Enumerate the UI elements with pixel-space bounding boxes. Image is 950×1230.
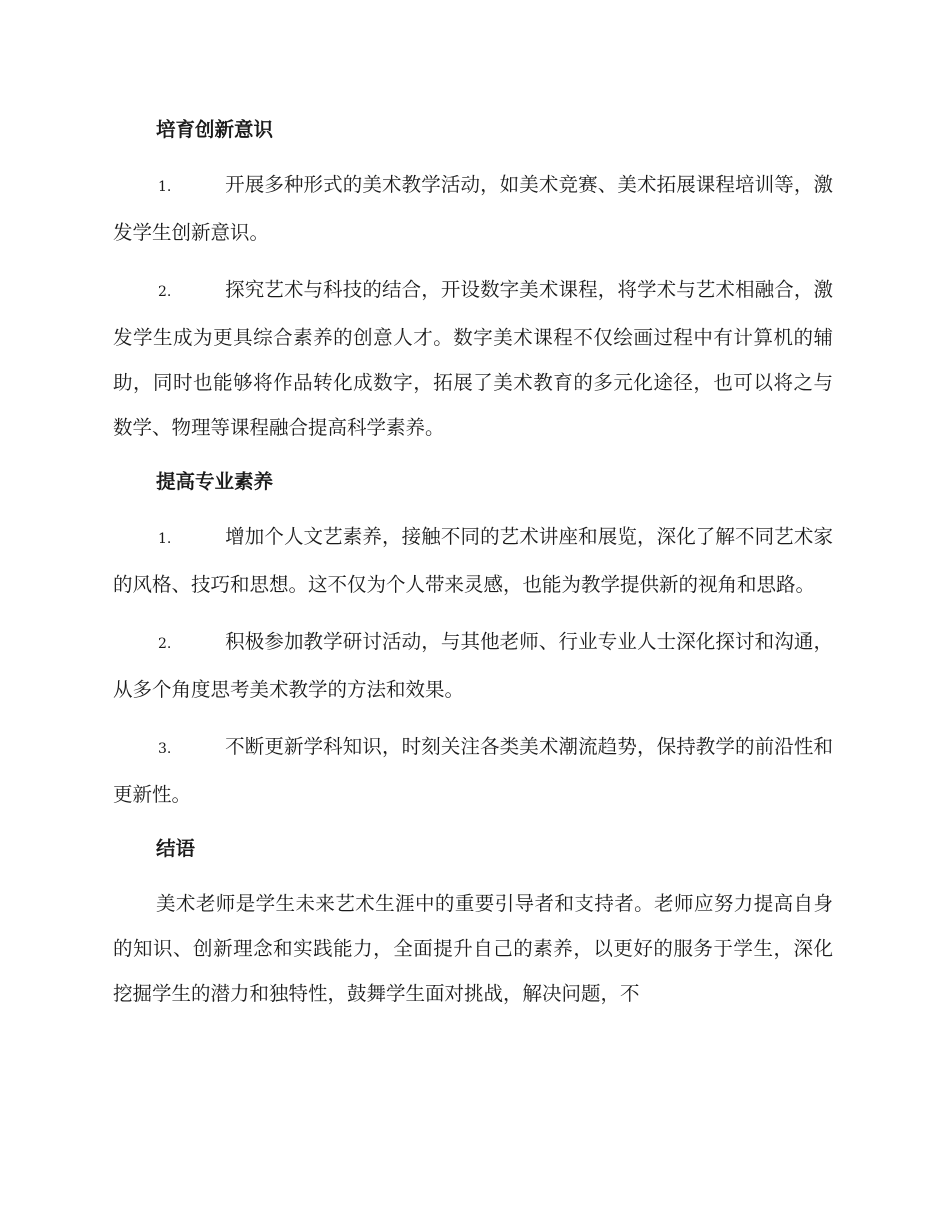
list-item: [113, 724, 833, 817]
list-number: 1.: [158, 179, 172, 195]
list-item: [113, 267, 833, 450]
conclusion-paragraph: 美术老师是学生未来艺术生涯中的重要引导者和支持者。老师应努力提高自身的知识、创新理念和实践能力，全面提升自己的素养，以更好的服务于学生，深化挖掘学生的潜力和独特性，鼓舞学生面对挑战，解决问题，不: [113, 892, 833, 1005]
list-number: 2.: [158, 636, 172, 652]
list-item-text: 不断更新学科知识，时刻关注各类美术潮流趋势，保持教学的前沿性和更新性。: [113, 735, 833, 806]
list-item-text: 增加个人文艺素养，接触不同的艺术讲座和展览，深化了解不同艺术家的风格、技巧和思想。这不仅为个人带来灵感，也能为教学提供新的视角和思路。: [113, 525, 833, 596]
list-item-text: 探究艺术与科技的结合，开设数字美术课程，将学术与艺术相融合，激发学生成为更具综合素养的创意人才。数字美术课程不仅绘画过程中有计算机的辅助，同时也能够将作品转化成数字，拓展了美术教育的多元化途径，也可以将之与数学、物理等课程融合提高科学素养。: [113, 278, 833, 439]
list-item: [113, 514, 833, 607]
list-item-text: 开展多种形式的美术教学活动，如美术竞赛、美术拓展课程培训等，激发学生创新意识。: [113, 173, 833, 244]
list-number: 3.: [158, 741, 172, 757]
section-heading: 培育创新意识: [156, 118, 274, 141]
list-item: [113, 619, 833, 712]
section-heading: 结语: [156, 837, 196, 860]
document-body: [113, 110, 833, 1016]
list-number: 1.: [158, 531, 172, 547]
section-heading: 提高专业素养: [156, 470, 274, 493]
list-item: [113, 162, 833, 255]
list-number: 2.: [158, 284, 172, 300]
list-item-text: 积极参加教学研讨活动，与其他老师、行业专业人士深化探讨和沟通，从多个角度思考美术教学的方法和效果。: [113, 630, 833, 701]
